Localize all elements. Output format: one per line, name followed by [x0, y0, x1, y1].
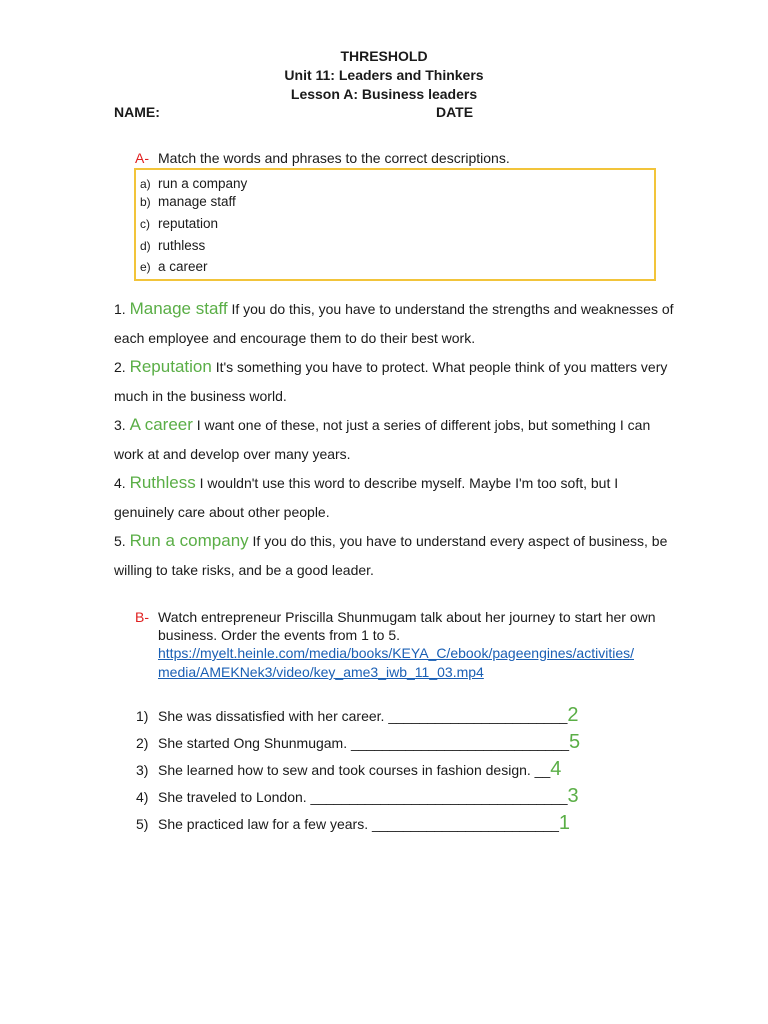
option-letter: d): [140, 239, 151, 253]
section-a-instruction: Match the words and phrases to the correct descriptions.: [158, 150, 510, 166]
step-text: She was dissatisfied with her career. _______________________: [158, 708, 568, 724]
worksheet-title: THRESHOLD: [340, 48, 428, 64]
step-text: She practiced law for a few years. ________________________: [158, 816, 559, 832]
description-item: [114, 410, 674, 469]
step-answer: 5: [569, 731, 581, 753]
item-description: I wouldn't use this word to describe myself. Maybe I'm too soft, but I genuinely care about other people.: [114, 475, 619, 520]
unit-title: Unit 11: Leaders and Thinkers: [284, 67, 484, 83]
item-number: 1.: [114, 301, 126, 317]
item-number: 4.: [114, 475, 126, 491]
option-letter: e): [140, 260, 151, 274]
item-description: It's something you have to protect. What people think of you matters very much in the business world.: [114, 359, 668, 404]
item-answer: A career: [129, 415, 193, 434]
name-label: NAME:: [114, 104, 160, 120]
item-answer: Manage staff: [129, 299, 228, 318]
step-text: She started Ong Shunmugam. ____________________________: [158, 735, 570, 751]
option-text: manage staff: [158, 194, 236, 209]
step-number: 2): [136, 735, 149, 751]
step-answer: 4: [550, 758, 562, 780]
option-text: run a company: [158, 176, 248, 191]
description-item: [114, 294, 674, 353]
item-description: I want one of these, not just a series of different jobs, but something I can work at and develop over many years.: [114, 417, 651, 462]
item-description: If you do this, you have to understand the strengths and weaknesses of each employee and encourage them to do their best work.: [114, 301, 674, 346]
item-answer: Ruthless: [129, 473, 196, 492]
lesson-title: Lesson A: Business leaders: [290, 86, 478, 102]
step-answer: 3: [567, 785, 579, 807]
event-step: [136, 785, 579, 808]
section-b-instruction-line2: business. Order the events from 1 to 5.: [158, 627, 401, 643]
item-answer: Reputation: [129, 357, 212, 376]
item-number: 5.: [114, 533, 126, 549]
step-number: 1): [136, 708, 149, 724]
description-item: [114, 352, 674, 411]
option-letter: c): [140, 217, 150, 231]
description-item: [114, 526, 674, 585]
date-label: DATE: [436, 104, 474, 120]
word-bank-option: [140, 216, 218, 231]
step-number: 4): [136, 789, 149, 805]
item-number: 2.: [114, 359, 126, 375]
option-letter: a): [140, 177, 151, 191]
step-answer: 1: [558, 812, 570, 834]
step-number: 5): [136, 816, 149, 832]
video-link-line2[interactable]: media/AMEKNek3/video/key_ame3_iwb_11_03.mp4: [158, 664, 484, 680]
word-bank-option: [140, 238, 205, 253]
option-letter: b): [140, 195, 151, 209]
word-bank-option: [140, 259, 208, 274]
word-bank-option: [140, 176, 247, 191]
item-description: If you do this, you have to understand every aspect of business, be willing to take risks, and be a good leader.: [114, 533, 668, 578]
word-bank-option: [140, 194, 236, 209]
step-number: 3): [136, 762, 149, 778]
item-number: 3.: [114, 417, 126, 433]
section-b-instruction-line1: Watch entrepreneur Priscilla Shunmugam talk about her journey to start her own: [158, 609, 656, 625]
event-step: [136, 758, 561, 781]
item-answer: Run a company: [129, 531, 249, 550]
step-answer: 2: [567, 704, 579, 726]
option-text: reputation: [158, 216, 219, 231]
step-text: She learned how to sew and took courses in fashion design. __: [158, 762, 551, 778]
description-item: [114, 468, 674, 527]
section-a-marker: A-: [135, 150, 149, 166]
option-text: ruthless: [158, 238, 206, 253]
event-step: [136, 731, 580, 754]
event-step: [136, 812, 570, 835]
section-b-marker: B-: [135, 609, 149, 625]
option-text: a career: [158, 259, 208, 274]
step-text: She traveled to London. _________________________________: [158, 789, 568, 805]
video-link-line1[interactable]: https://myelt.heinle.com/media/books/KEYA_C/ebook/pageengines/activities/: [158, 645, 634, 661]
event-step: [136, 704, 579, 727]
